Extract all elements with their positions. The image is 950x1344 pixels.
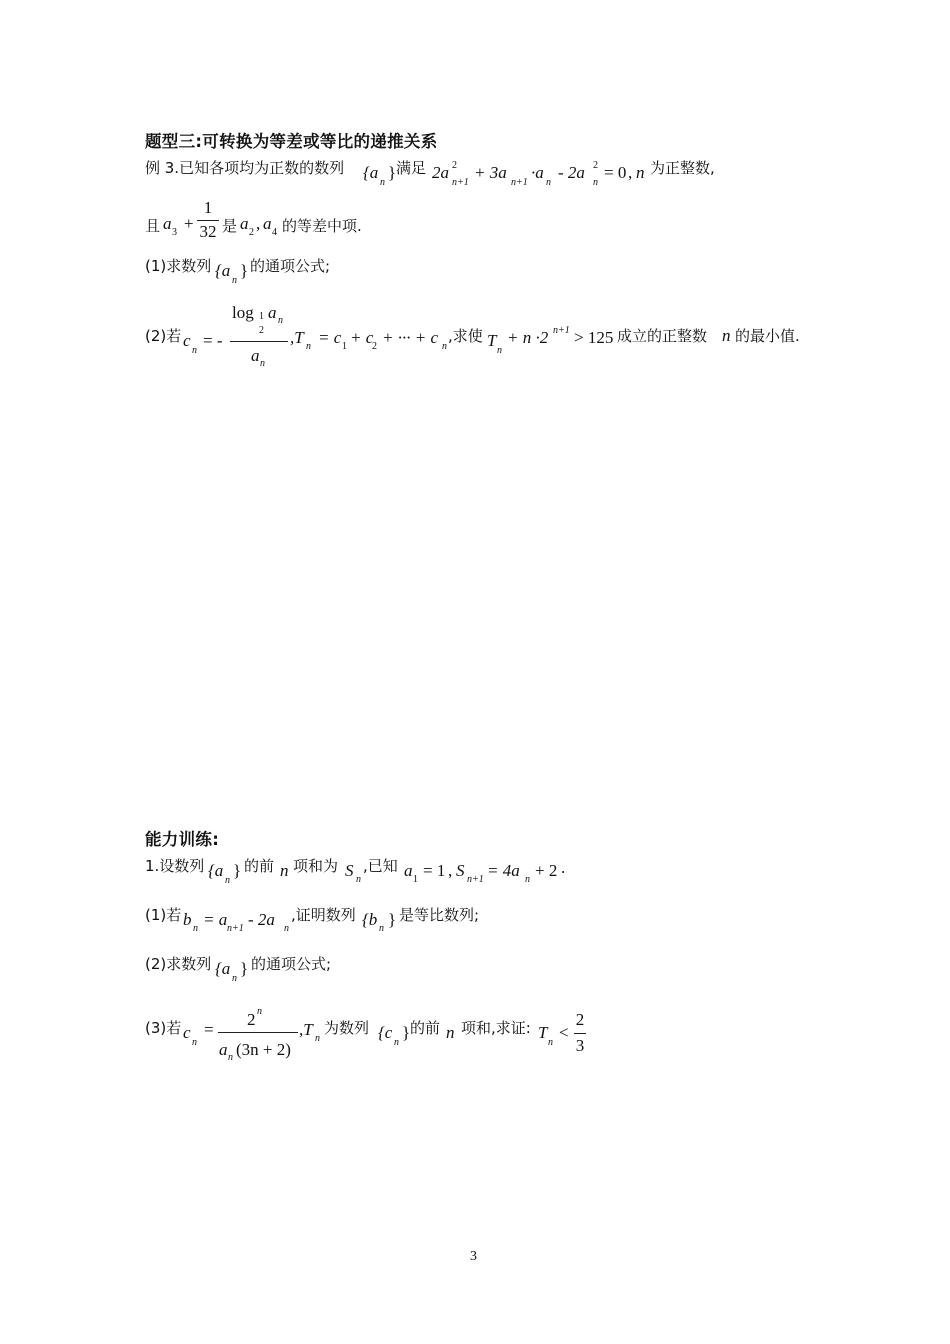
p1-S2-a-sub: n	[525, 874, 530, 885]
eq-term4-sub: n	[593, 177, 598, 188]
tq3-n: n	[446, 1023, 455, 1042]
p1-S-sub: n	[356, 874, 361, 885]
tq3-prove: 项和,求证:	[461, 1019, 531, 1037]
n-var: n	[636, 163, 645, 182]
p1-S: S	[345, 861, 354, 880]
q2-tail: 成立的正整数	[617, 327, 708, 345]
q2-log-base-den: 2	[259, 325, 264, 336]
tq1-end: 是等比数列;	[399, 906, 480, 924]
qie-text: 且	[145, 217, 161, 235]
tq3-seqc: {c	[378, 1023, 393, 1042]
tq3-num: 2	[247, 1010, 256, 1029]
tq3-den-a: a	[219, 1040, 228, 1059]
tq2-end: 的通项公式;	[251, 955, 332, 973]
tq3-T2-sub: n	[548, 1037, 553, 1048]
p1-front: 的前	[244, 857, 275, 875]
tq1-prove: ,证明数列	[291, 906, 356, 924]
tq3-lt: <	[559, 1023, 569, 1042]
eq-term3-sub: n	[546, 177, 551, 188]
q2-c: c	[183, 331, 191, 350]
tq3-den-sub: n	[228, 1052, 233, 1063]
tq3-T: ,T	[299, 1020, 313, 1039]
tq1-a2-sub: n	[284, 923, 289, 934]
eq-term4-sup: 2	[593, 160, 598, 171]
tq3-num-sup: n	[257, 1006, 262, 1017]
p1-n: n	[280, 861, 289, 880]
tq3-eq: =	[204, 1020, 214, 1039]
tq1-prefix: (1)若	[145, 906, 182, 924]
eq-term1-sub: n+1	[452, 177, 469, 188]
q2-T2-sub: n	[497, 345, 502, 356]
tq1-seqb-close: }	[388, 910, 397, 929]
section-title: 题型三:可转换为等差或等比的递推关系	[145, 132, 438, 151]
satisfies-text: 满足	[396, 159, 427, 177]
tq2-seq-close: }	[240, 959, 249, 978]
p1-S2-sub: n+1	[467, 874, 484, 885]
p1-known: ,已知	[363, 857, 398, 875]
q2-log-base-num: 1	[259, 311, 264, 322]
a3-var: a	[163, 214, 172, 233]
tq3-T-sub: n	[315, 1033, 320, 1044]
frac-denominator: 32	[199, 222, 217, 241]
tq3-den-rest: (3n + 2)	[236, 1040, 291, 1059]
eq-term4: - 2a	[558, 163, 585, 182]
p1-a1-eq: = 1	[423, 861, 446, 880]
tq3-frac-bar	[218, 1032, 298, 1033]
eq-term2-sub: n+1	[511, 177, 528, 188]
q2-log: log	[232, 303, 254, 322]
seq-an-close: }	[388, 163, 397, 182]
p1-seq-close: }	[233, 861, 242, 880]
tq1-a-sub: n+1	[227, 923, 244, 934]
q1-prefix: (1)求数列	[145, 257, 212, 275]
eq-term3: ·a	[531, 163, 544, 182]
seq-an-sub: n	[380, 177, 385, 188]
p1-dot: .	[561, 858, 566, 877]
a2-var: a	[240, 214, 249, 233]
eq-zero: = 0	[604, 163, 627, 182]
p1-a1-sub: 1	[413, 874, 418, 885]
q1-seq-close: }	[240, 261, 249, 280]
tq1-eq: = a	[203, 910, 228, 929]
q2-T2: T	[487, 331, 497, 350]
q2-den-a: a	[251, 346, 260, 365]
seq-an: {a	[363, 163, 379, 182]
tq1-minus: - 2a	[248, 910, 275, 929]
eq-term2: + 3a	[474, 163, 507, 182]
q2-log-a: a	[268, 303, 277, 322]
q1-suffix: 的通项公式;	[250, 257, 331, 275]
tq3-front: 的前	[410, 1019, 441, 1037]
eq-term1-sup: 2	[452, 160, 457, 171]
p1-a1: a	[404, 861, 413, 880]
tq3-seqc-close: }	[402, 1023, 411, 1042]
q2-n: n	[722, 326, 731, 345]
tq3-prefix: (3)若	[145, 1019, 182, 1037]
p1-S2: S	[456, 861, 465, 880]
q2-pow: n+1	[553, 325, 570, 336]
q1-seq-sub: n	[232, 275, 237, 286]
p1-plus2: + 2	[535, 861, 558, 880]
tq2-prefix: (2)求数列	[145, 955, 212, 973]
frac-numerator: 1	[203, 198, 213, 217]
p1-prefix: 1.设数列	[145, 857, 205, 875]
tq2-seq-sub: n	[232, 973, 237, 984]
q2-prefix: (2)若	[145, 327, 182, 345]
q2-T: ,T	[290, 328, 304, 347]
q2-end: 的最小值.	[735, 327, 800, 345]
q2-ask: ,求使	[448, 327, 483, 345]
training-heading: 能力训练:	[145, 830, 220, 849]
tq1-seqb: {b	[362, 910, 378, 929]
p1-comma: ,	[448, 861, 453, 880]
tq1-b-sub: n	[193, 923, 198, 934]
p1-S2-eq: = 4a	[487, 861, 520, 880]
q2-dots: + ··· + c	[382, 328, 438, 347]
q2-eq-minus: = -	[203, 331, 223, 350]
tq3-fbar	[574, 1033, 586, 1034]
q2-frac-bar	[230, 341, 288, 342]
tq3-c: c	[183, 1023, 191, 1042]
q2-plus-c: + c	[350, 328, 374, 347]
tq3-fnum: 2	[575, 1010, 585, 1029]
tq3-T2: T	[538, 1023, 548, 1042]
tq2-seq: {a	[215, 959, 231, 978]
mid-text: 的等差中项.	[282, 217, 362, 235]
q2-plus-n: + n ·2	[507, 328, 549, 347]
a3-sub: 3	[172, 227, 177, 238]
eq-comma: ,	[628, 163, 633, 182]
eq-term1: 2a	[432, 163, 449, 182]
tq3-for: 为数列	[324, 1019, 370, 1037]
q2-sum-2: 2	[372, 341, 377, 352]
plus-sign: +	[184, 214, 194, 233]
a4-sub: 4	[272, 227, 277, 238]
q2-sum: = c	[318, 328, 342, 347]
tq3-seqc-sub: n	[394, 1037, 399, 1048]
tq3-fden: 3	[575, 1036, 585, 1055]
a4-var: a	[263, 214, 272, 233]
q1-seq: {a	[215, 261, 231, 280]
frac-bar	[197, 220, 219, 221]
q2-c-sub: n	[192, 345, 197, 356]
positive-int-text: 为正整数,	[650, 159, 715, 177]
tq3-c-sub: n	[192, 1037, 197, 1048]
p1-seq-sub: n	[225, 875, 230, 886]
p1-seq: {a	[208, 861, 224, 880]
example3-intro: 例 3.已知各项均为正数的数列	[145, 159, 345, 177]
q2-sum-n: n	[442, 341, 447, 352]
comma2: ,	[256, 214, 261, 233]
q2-log-a-sub: n	[278, 315, 283, 326]
tq1-b: b	[183, 910, 192, 929]
q2-gt: > 125	[574, 328, 614, 347]
p1-sum-text: 项和为	[293, 857, 339, 875]
tq1-seqb-sub: n	[379, 923, 384, 934]
a2-sub: 2	[249, 227, 254, 238]
page-number: 3	[470, 1249, 477, 1264]
q2-T-sub: n	[306, 341, 311, 352]
q2-den-a-sub: n	[260, 358, 265, 369]
q2-sum-1: 1	[342, 341, 347, 352]
is-text: 是	[222, 217, 238, 235]
